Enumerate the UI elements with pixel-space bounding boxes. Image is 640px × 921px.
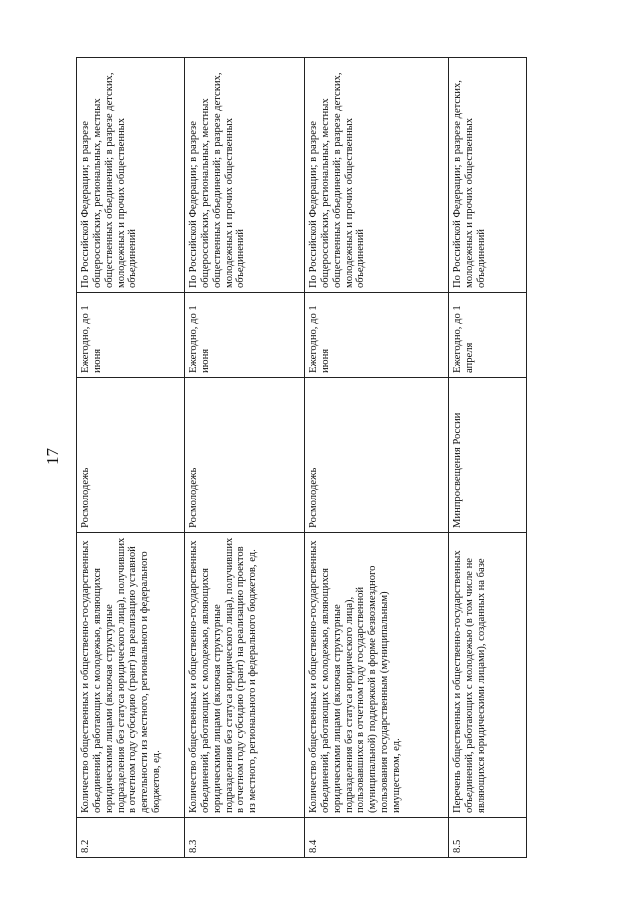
page-number: 17: [43, 448, 62, 465]
executor: Росмолодежь: [77, 378, 185, 533]
row-number: 8.4: [305, 818, 449, 858]
row-number: 8.3: [185, 818, 305, 858]
term: Ежегодно, до 1 апреля: [449, 293, 527, 378]
breakdown: По Российской Федерации; в разрезе общероссийских, региональных, местных общественных объединений; в разрезе детских, молодежных и прочих общественных объединений: [305, 58, 449, 293]
term: Ежегодно, до 1 июня: [185, 293, 305, 378]
rotated-table-container: [76, 58, 526, 858]
executor: Минпросвещения России: [449, 378, 527, 533]
breakdown: По Российской Федерации; в разрезе детских, молодежных и прочих общественных объединений: [449, 58, 527, 293]
executor: Росмолодежь: [185, 378, 305, 533]
breakdown: По Российской Федерации; в разрезе общероссийских, региональных, местных общественных объединений; в разрезе детских, молодежных и прочих общественных объединений: [185, 58, 305, 293]
table-row: [185, 58, 305, 858]
table-row: [305, 58, 449, 858]
indicator-name: Перечень общественных и общественно-государственных объединений, работающих с молодежью (в том числе не являющихся юридическими лицами), созданных на базе: [449, 533, 527, 818]
indicator-name: Количество общественных и общественно-государственных объединений, работающих с молодежью, являющихся юридическими лицами (включая структурные подразделения без статуса юридического лица), получивших в отчетном году субсидию (грант) на реализацию проектов из местного, регионального и федерального бюджетов, ед.: [185, 533, 305, 818]
indicator-name: Количество общественных и общественно-государственных объединений, работающих с молодежью, являющихся юридическими лицами (включая структурные подразделения без статуса юридического лица), получивших в отчетном году субсидию (грант) на реализацию уставной деятельности из местного, регионального и федерального бюджетов, ед.: [77, 533, 185, 818]
data-table: [76, 57, 527, 858]
table-row: [77, 58, 185, 858]
row-number: 8.5: [449, 818, 527, 858]
term: Ежегодно, до 1 июня: [77, 293, 185, 378]
row-number: 8.2: [77, 818, 185, 858]
breakdown: По Российской Федерации; в разрезе общероссийских, региональных, местных общественных объединений; в разрезе детских, молодежных и прочих общественных объединений: [77, 58, 185, 293]
executor: Росмолодежь: [305, 378, 449, 533]
indicator-name: Количество общественных и общественно-государственных объединений, работающих с молодежью, являющихся юридическими лицами (включая структурные подразделения без статуса юридического лица), пользовавшихся в отчетном году государственной (муниципальной) поддержкой в форме безвозмездного пользования государственным (муниципальным) имуществом, ед.: [305, 533, 449, 818]
table-row: [449, 58, 527, 858]
term: Ежегодно, до 1 июня: [305, 293, 449, 378]
